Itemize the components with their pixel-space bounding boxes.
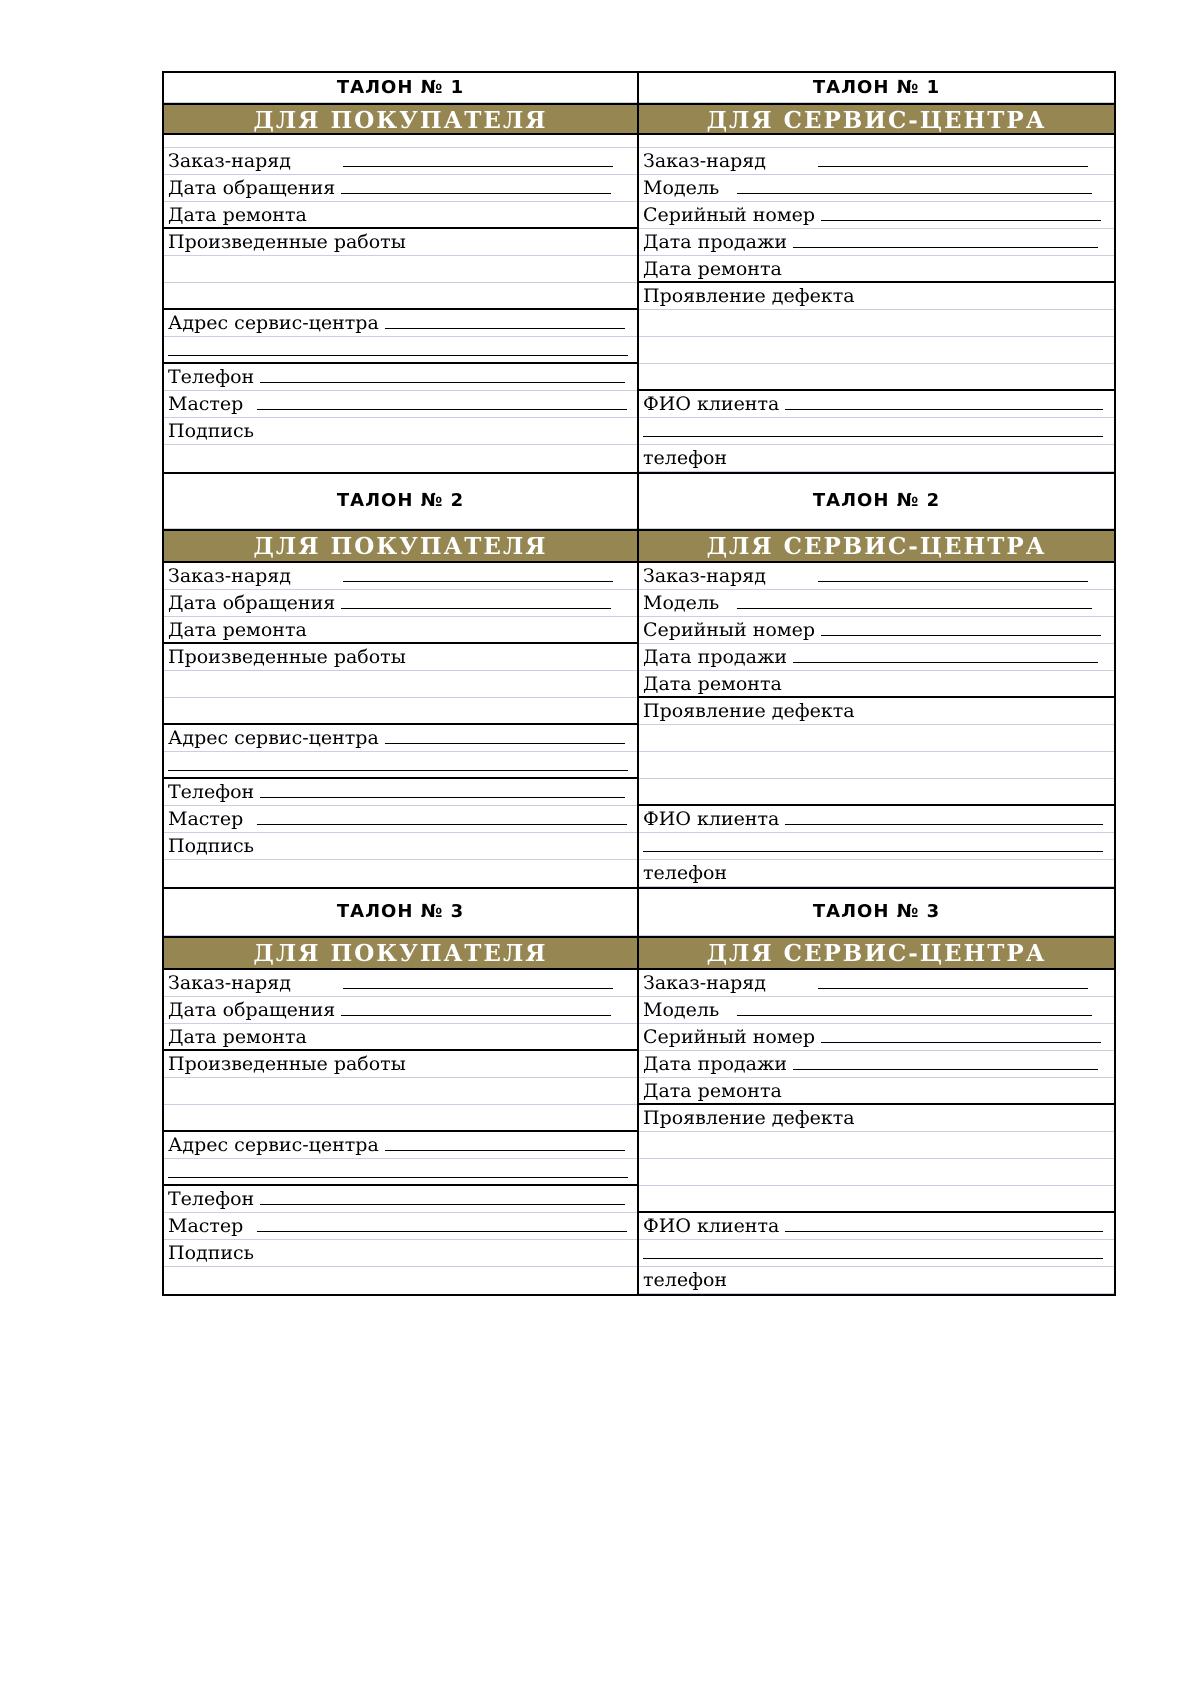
works-line[interactable] <box>164 1105 637 1132</box>
client-phone-field: телефон <box>639 860 1114 887</box>
address-line-2 <box>164 337 637 364</box>
customer-coupon <box>164 474 639 887</box>
serial-line[interactable] <box>821 202 1101 221</box>
model-line[interactable] <box>737 997 1092 1016</box>
client-name-line[interactable] <box>643 833 1103 852</box>
service-banner: ДЛЯ СЕРВИС-ЦЕНТРА <box>639 529 1114 563</box>
phone-field: Телефон <box>164 779 637 806</box>
order-line[interactable] <box>343 970 613 989</box>
order-line[interactable] <box>343 148 613 167</box>
address-line[interactable] <box>168 1159 628 1178</box>
model-field: Модель <box>639 997 1114 1024</box>
serial-field: Серийный номер <box>639 617 1114 644</box>
works-line[interactable] <box>164 283 637 310</box>
order-line[interactable] <box>818 970 1088 989</box>
request-date-field: Дата обращения <box>164 175 637 202</box>
client-name-line-2 <box>639 418 1114 445</box>
talon-number: ТАЛОН № 2 <box>164 474 637 529</box>
works-field: Произведенные работы <box>164 229 637 256</box>
repair-date-field: Дата ремонта <box>164 1024 637 1051</box>
phone-line[interactable] <box>260 779 625 798</box>
client-name-line[interactable] <box>785 1213 1103 1232</box>
repair-date-field: Дата ремонта <box>639 671 1114 698</box>
client-name-field: ФИО клиента <box>639 1213 1114 1240</box>
master-line[interactable] <box>257 391 627 410</box>
talon-number: ТАЛОН № 3 <box>164 889 637 936</box>
client-name-line[interactable] <box>643 418 1103 437</box>
address-field: Адрес сервис-центра <box>164 725 637 752</box>
talon-number: ТАЛОН № 1 <box>639 73 1114 103</box>
model-field: Модель <box>639 590 1114 617</box>
phone-line[interactable] <box>260 364 625 383</box>
order-field: Заказ-наряд <box>164 148 637 175</box>
repair-date-field: Дата ремонта <box>639 256 1114 283</box>
request-date-field: Дата обращения <box>164 590 637 617</box>
client-phone-field: телефон <box>639 1267 1114 1294</box>
repair-date-field: Дата ремонта <box>639 1078 1114 1105</box>
defect-line[interactable] <box>639 779 1114 806</box>
repair-date-field: Дата ремонта <box>164 617 637 644</box>
works-field: Произведенные работы <box>164 644 637 671</box>
service-coupon <box>639 474 1114 887</box>
defect-line[interactable] <box>639 1186 1114 1213</box>
order-field: Заказ-наряд <box>639 563 1114 590</box>
sale-date-line[interactable] <box>793 644 1098 663</box>
works-line[interactable] <box>164 1078 637 1105</box>
works-line[interactable] <box>164 671 637 698</box>
model-line[interactable] <box>737 590 1092 609</box>
address-line[interactable] <box>385 725 625 744</box>
customer-banner: ДЛЯ ПОКУПАТЕЛЯ <box>164 936 637 970</box>
service-coupon <box>639 889 1114 1294</box>
order-field: Заказ-наряд <box>639 970 1114 997</box>
works-line[interactable] <box>164 256 637 283</box>
client-name-line-2 <box>639 1240 1114 1267</box>
master-field: Мастер <box>164 391 637 418</box>
serial-field: Серийный номер <box>639 202 1114 229</box>
client-name-line-2 <box>639 833 1114 860</box>
sale-date-line[interactable] <box>793 229 1098 248</box>
talon-1 <box>162 71 1116 474</box>
talon-number: ТАЛОН № 1 <box>164 73 637 103</box>
request-date-line[interactable] <box>341 997 611 1016</box>
address-line[interactable] <box>168 752 628 771</box>
sale-date-field: Дата продажи <box>639 644 1114 671</box>
serial-line[interactable] <box>821 617 1101 636</box>
customer-coupon <box>164 889 639 1294</box>
service-banner: ДЛЯ СЕРВИС-ЦЕНТРА <box>639 936 1114 970</box>
sale-date-field: Дата продажи <box>639 229 1114 256</box>
master-line[interactable] <box>257 806 627 825</box>
phone-field: Телефон <box>164 1186 637 1213</box>
address-field: Адрес сервис-центра <box>164 1132 637 1159</box>
client-name-line[interactable] <box>643 1240 1103 1259</box>
serial-field: Серийный номер <box>639 1024 1114 1051</box>
talon-2 <box>162 474 1116 889</box>
phone-line[interactable] <box>260 1186 625 1205</box>
master-line[interactable] <box>257 1213 627 1232</box>
defect-line[interactable] <box>639 752 1114 779</box>
client-phone-field: телефон <box>639 445 1114 472</box>
client-name-field: ФИО клиента <box>639 391 1114 418</box>
service-coupon <box>639 73 1114 472</box>
model-line[interactable] <box>737 175 1092 194</box>
client-name-line[interactable] <box>785 391 1103 410</box>
order-field: Заказ-наряд <box>164 563 637 590</box>
defect-line[interactable] <box>639 725 1114 752</box>
request-date-line[interactable] <box>341 590 611 609</box>
request-date-line[interactable] <box>341 175 611 194</box>
repair-date-field: Дата ремонта <box>164 202 637 229</box>
defect-field: Проявление дефекта <box>639 698 1114 725</box>
order-line[interactable] <box>343 563 613 582</box>
talon-3 <box>162 889 1116 1296</box>
client-name-line[interactable] <box>785 806 1103 825</box>
customer-banner: ДЛЯ ПОКУПАТЕЛЯ <box>164 529 637 563</box>
defect-line[interactable] <box>639 1132 1114 1159</box>
coupon-sheet <box>162 71 1116 1296</box>
master-field: Мастер <box>164 1213 637 1240</box>
address-line-2 <box>164 752 637 779</box>
address-line[interactable] <box>385 1132 625 1151</box>
service-banner: ДЛЯ СЕРВИС-ЦЕНТРА <box>639 103 1114 135</box>
customer-coupon <box>164 73 639 472</box>
talon-number: ТАЛОН № 2 <box>639 474 1114 529</box>
address-line[interactable] <box>385 310 625 329</box>
address-field: Адрес сервис-центра <box>164 310 637 337</box>
defect-line[interactable] <box>639 364 1114 391</box>
phone-field: Телефон <box>164 364 637 391</box>
client-name-field: ФИО клиента <box>639 806 1114 833</box>
sale-date-field: Дата продажи <box>639 1051 1114 1078</box>
address-line[interactable] <box>168 337 628 356</box>
model-field: Модель <box>639 175 1114 202</box>
order-field: Заказ-наряд <box>164 970 637 997</box>
defect-line[interactable] <box>639 1159 1114 1186</box>
serial-line[interactable] <box>821 1024 1101 1043</box>
defect-field: Проявление дефекта <box>639 1105 1114 1132</box>
order-line[interactable] <box>818 563 1088 582</box>
works-line[interactable] <box>164 698 637 725</box>
talon-number: ТАЛОН № 3 <box>639 889 1114 936</box>
order-field: Заказ-наряд <box>639 148 1114 175</box>
signature-field: Подпись <box>164 418 637 445</box>
defect-line[interactable] <box>639 337 1114 364</box>
address-line-2 <box>164 1159 637 1186</box>
signature-field: Подпись <box>164 833 637 860</box>
order-line[interactable] <box>818 148 1088 167</box>
works-field: Произведенные работы <box>164 1051 637 1078</box>
master-field: Мастер <box>164 806 637 833</box>
defect-field: Проявление дефекта <box>639 283 1114 310</box>
defect-line[interactable] <box>639 310 1114 337</box>
signature-field: Подпись <box>164 1240 637 1267</box>
customer-banner: ДЛЯ ПОКУПАТЕЛЯ <box>164 103 637 135</box>
sale-date-line[interactable] <box>793 1051 1098 1070</box>
request-date-field: Дата обращения <box>164 997 637 1024</box>
